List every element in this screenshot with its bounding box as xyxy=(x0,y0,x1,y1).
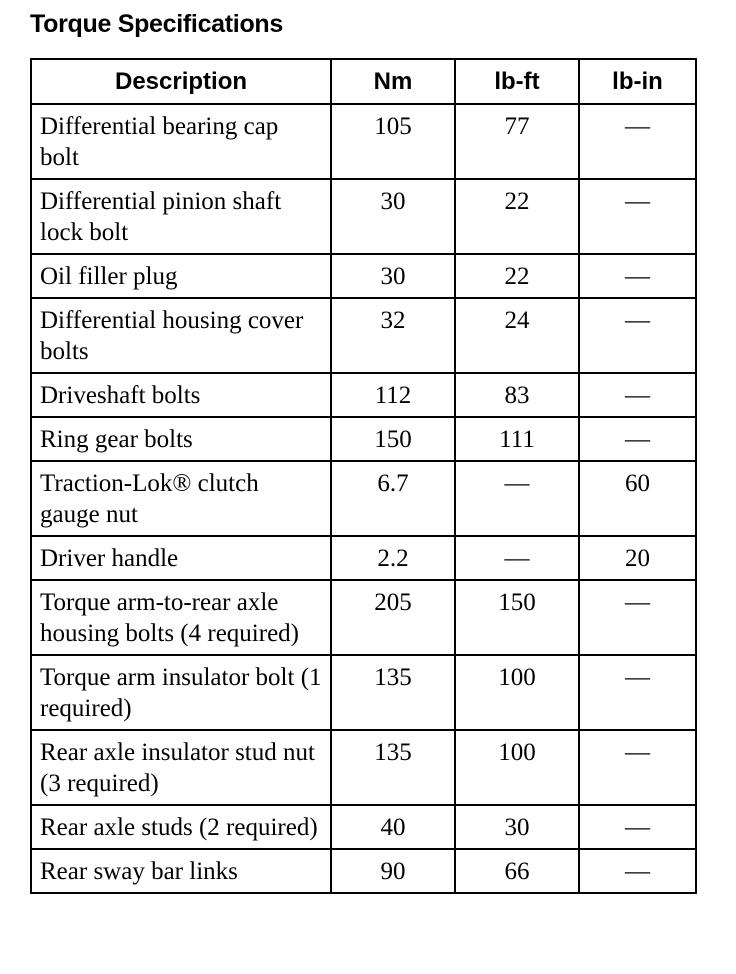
cell-lb-ft: 83 xyxy=(455,373,579,417)
cell-description: Torque arm-to-rear axle housing bolts (4 required) xyxy=(31,580,331,655)
cell-lb-in: — xyxy=(579,254,696,298)
cell-nm: 150 xyxy=(331,417,455,461)
cell-lb-ft: 24 xyxy=(455,298,579,373)
cell-lb-ft: 30 xyxy=(455,805,579,849)
cell-nm: 40 xyxy=(331,805,455,849)
cell-lb-in: — xyxy=(579,655,696,730)
cell-lb-ft: — xyxy=(455,536,579,580)
cell-description: Differential bearing cap bolt xyxy=(31,104,331,179)
header-nm: Nm xyxy=(331,59,455,104)
table-row xyxy=(31,298,696,373)
page-title: Torque Specifications xyxy=(30,10,284,38)
table-row xyxy=(31,104,696,179)
table-row xyxy=(31,373,696,417)
cell-description: Rear axle insulator stud nut (3 required) xyxy=(31,730,331,805)
cell-lb-in: — xyxy=(579,373,696,417)
table-row xyxy=(31,179,696,254)
cell-description: Torque arm insulator bolt (1 required) xyxy=(31,655,331,730)
cell-description: Driver handle xyxy=(31,536,331,580)
table-row xyxy=(31,805,696,849)
cell-description: Oil filler plug xyxy=(31,254,331,298)
cell-lb-in: 60 xyxy=(579,461,696,536)
cell-lb-ft: 100 xyxy=(455,730,579,805)
cell-lb-ft: 66 xyxy=(455,849,579,893)
cell-nm: 112 xyxy=(331,373,455,417)
cell-lb-in: — xyxy=(579,805,696,849)
cell-nm: 6.7 xyxy=(331,461,455,536)
table-header xyxy=(31,59,696,104)
cell-lb-in: — xyxy=(579,849,696,893)
header-lb-in: lb-in xyxy=(579,59,696,104)
cell-lb-in: — xyxy=(579,298,696,373)
cell-lb-ft: 100 xyxy=(455,655,579,730)
header-row xyxy=(31,59,696,104)
cell-nm: 30 xyxy=(331,254,455,298)
cell-nm: 2.2 xyxy=(331,536,455,580)
cell-description: Differential pinion shaft lock bolt xyxy=(31,179,331,254)
cell-description: Differential housing cover bolts xyxy=(31,298,331,373)
table-row xyxy=(31,417,696,461)
cell-lb-in: — xyxy=(579,179,696,254)
cell-description: Rear axle studs (2 required) xyxy=(31,805,331,849)
cell-lb-ft: 111 xyxy=(455,417,579,461)
cell-lb-ft: — xyxy=(455,461,579,536)
cell-lb-ft: 77 xyxy=(455,104,579,179)
cell-lb-ft: 150 xyxy=(455,580,579,655)
cell-lb-ft: 22 xyxy=(455,254,579,298)
cell-description: Rear sway bar links xyxy=(31,849,331,893)
cell-lb-in: — xyxy=(579,580,696,655)
cell-lb-ft: 22 xyxy=(455,179,579,254)
cell-nm: 32 xyxy=(331,298,455,373)
cell-lb-in: — xyxy=(579,730,696,805)
cell-nm: 135 xyxy=(331,655,455,730)
cell-description: Ring gear bolts xyxy=(31,417,331,461)
torque-specifications-table xyxy=(30,58,697,894)
cell-lb-in: — xyxy=(579,104,696,179)
cell-description: Traction-Lok® clutch gauge nut xyxy=(31,461,331,536)
cell-description: Driveshaft bolts xyxy=(31,373,331,417)
cell-nm: 205 xyxy=(331,580,455,655)
table-row xyxy=(31,849,696,893)
header-description: Description xyxy=(31,59,331,104)
table-row xyxy=(31,580,696,655)
header-lb-ft: lb-ft xyxy=(455,59,579,104)
cell-lb-in: 20 xyxy=(579,536,696,580)
table-body xyxy=(31,104,696,893)
cell-nm: 90 xyxy=(331,849,455,893)
table-row xyxy=(31,536,696,580)
cell-nm: 30 xyxy=(331,179,455,254)
table-row xyxy=(31,461,696,536)
cell-nm: 105 xyxy=(331,104,455,179)
cell-lb-in: — xyxy=(579,417,696,461)
table-row xyxy=(31,730,696,805)
cell-nm: 135 xyxy=(331,730,455,805)
table-row xyxy=(31,254,696,298)
table-row xyxy=(31,655,696,730)
